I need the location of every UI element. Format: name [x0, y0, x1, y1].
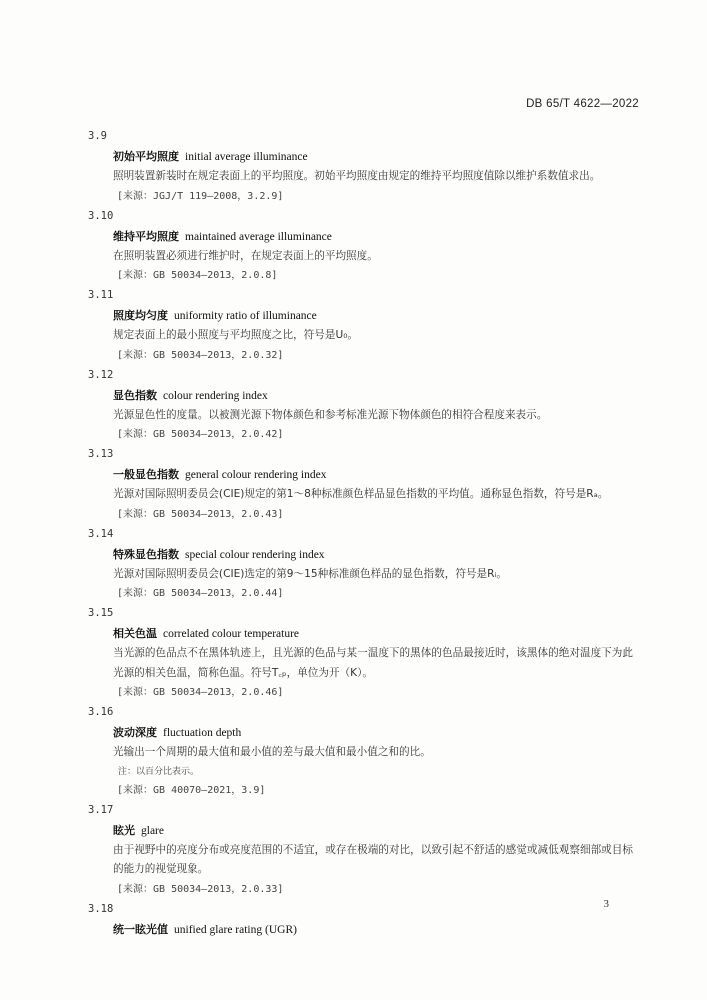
term-heading — [0, 722, 707, 743]
term-source: [来源：GB 50034—2013，2.0.44] — [117, 588, 284, 599]
term-heading — [0, 544, 707, 565]
term-chinese: 显色指数 — [113, 388, 157, 402]
term-source: [来源：GB 50034—2013，2.0.42] — [117, 429, 284, 440]
term-source: [来源：GB 50034—2013，2.0.43] — [117, 508, 284, 520]
term-chinese: 统一眩光值 — [113, 922, 168, 936]
term-source: [来源：JGJ/T 119—2008，3.2.9] — [117, 190, 284, 202]
term-entry — [0, 286, 707, 366]
term-heading — [0, 919, 707, 940]
term-heading — [0, 385, 707, 406]
term-chinese: 维持平均照度 — [113, 229, 179, 243]
term-english: initial average illuminance — [185, 151, 308, 163]
term-chinese: 初始平均照度 — [113, 150, 179, 163]
term-english: fluctuation depth — [163, 727, 242, 739]
term-note: 注：以百分比表示。 — [118, 766, 200, 777]
term-chinese: 特殊显色指数 — [113, 547, 179, 561]
term-chinese: 一般显色指数 — [113, 468, 179, 481]
term-source: [来源：GB 50034—2013，2.0.46] — [117, 687, 284, 698]
term-entry — [0, 366, 707, 446]
term-english: maintained average illuminance — [185, 230, 332, 243]
clause-number: 3.13 — [88, 448, 114, 460]
term-heading — [0, 623, 707, 644]
clause-number: 3.9 — [88, 130, 107, 142]
term-definition: 光源对国际照明委员会(CIE)选定的第9～15种标准颜色样品的显色指数，符号是Rᵢ。 — [113, 567, 507, 580]
clause-number: 3.15 — [88, 607, 114, 619]
term-definition: 光源显色性的度量。以被测光源下物体颜色和参考标准光源下物体颜色的相符合程度来表示。 — [113, 408, 548, 421]
term-english: glare — [141, 824, 164, 837]
term-source: [来源：GB 40070—2021，3.9] — [117, 784, 266, 796]
page-number: 3 — [603, 898, 609, 910]
term-entry — [0, 604, 707, 703]
term-heading — [0, 464, 707, 485]
term-english: unified glare rating (UGR) — [174, 923, 297, 936]
clause-number: 3.12 — [88, 368, 114, 381]
terms-list — [0, 127, 707, 940]
term-definition: 光源对国际照明委员会(CIE)规定的第1～8种标准颜色样品显色指数的平均值。通称显色指数，符号是Rₐ。 — [113, 488, 609, 500]
term-english: general colour rendering index — [185, 469, 327, 481]
term-source: [来源：GB 50034—2013，2.0.32] — [117, 349, 284, 361]
term-definition: 由于视野中的亮度分布或亮度范围的不适宜，或存在极端的对比，以致引起不舒适的感觉或减低观察细部或目标的能力的视觉现象。 — [113, 843, 633, 875]
term-heading — [0, 820, 707, 841]
term-english: uniformity ratio of illuminance — [174, 310, 317, 322]
term-english: correlated colour temperature — [163, 628, 300, 640]
term-entry — [0, 801, 707, 900]
clause-number: 3.17 — [88, 803, 114, 816]
term-entry — [0, 445, 707, 525]
term-entry — [0, 127, 707, 207]
clause-number: 3.18 — [88, 902, 114, 915]
term-source: [来源：GB 50034—2013，2.0.33] — [117, 883, 284, 895]
term-english: colour rendering index — [163, 389, 268, 402]
term-english: special colour rendering index — [185, 548, 325, 561]
term-definition: 在照明装置必须进行维护时，在规定表面上的平均照度。 — [113, 249, 378, 262]
clause-number: 3.11 — [88, 289, 114, 301]
term-heading — [0, 226, 707, 247]
term-definition: 照明装置新装时在规定表面上的平均照度。初始平均照度由规定的维持平均照度值除以维护系数值求出。 — [113, 170, 601, 182]
clause-number: 3.10 — [88, 209, 114, 222]
standard-number: DB 65/T 4622—2022 — [526, 98, 639, 110]
term-definition: 当光源的色品点不在黑体轨迹上，且光源的色品与某一温度下的黑体的色品最接近时，该黑体的绝对温度下为此光源的相关色温，简称色温。符号T꜀ₚ，单位为开（K）。 — [113, 647, 633, 679]
clause-number: 3.16 — [88, 706, 114, 718]
term-heading — [0, 146, 707, 167]
term-chinese: 波动深度 — [113, 726, 157, 739]
term-chinese: 相关色温 — [113, 627, 157, 640]
term-entry — [0, 207, 707, 287]
term-entry — [0, 703, 707, 801]
term-definition: 规定表面上的最小照度与平均照度之比，符号是U₀。 — [113, 329, 359, 341]
term-heading — [0, 305, 707, 326]
term-entry — [0, 525, 707, 605]
term-source: [来源：GB 50034—2013，2.0.8] — [117, 270, 278, 281]
term-chinese: 眩光 — [113, 823, 135, 837]
term-definition: 光输出一个周期的最大值和最小值的差与最大值和最小值之和的比。 — [113, 746, 431, 758]
term-chinese: 照度均匀度 — [113, 309, 168, 322]
clause-number: 3.14 — [88, 527, 114, 540]
term-entry — [0, 900, 707, 940]
